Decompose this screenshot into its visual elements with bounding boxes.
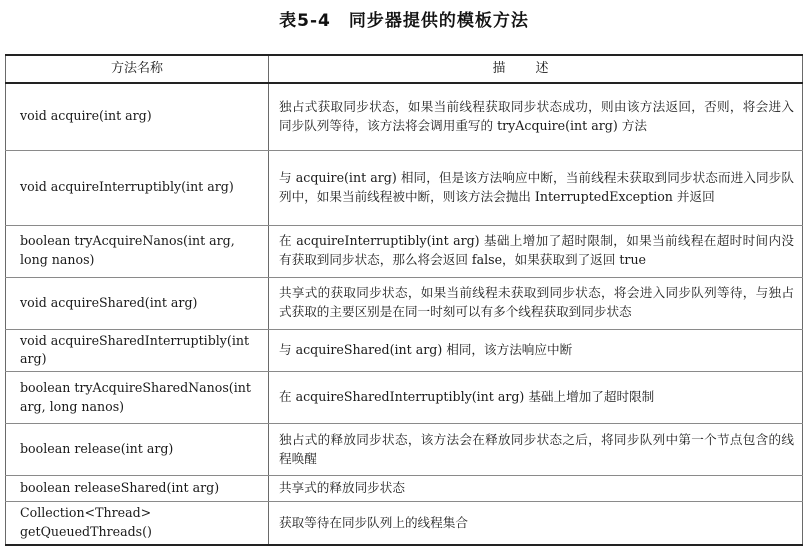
header-method-name: 方法名称 <box>6 55 269 83</box>
table-row <box>6 150 803 225</box>
header-description: 描述 <box>269 55 803 83</box>
method-description-cell: 与 acquireShared(int arg) 相同，该方法响应中断 <box>269 329 803 372</box>
method-name-cell: void acquireShared(int arg) <box>6 277 269 329</box>
method-name-cell: void acquire(int arg) <box>6 83 269 150</box>
table-row <box>6 372 803 424</box>
table-row <box>6 424 803 476</box>
table-row <box>6 329 803 372</box>
table-row <box>6 277 803 329</box>
table-row <box>6 83 803 150</box>
table-row <box>6 225 803 277</box>
method-description-cell: 共享式的获取同步状态，如果当前线程未获取到同步状态，将会进入同步队列等待，与独占式获取的主要区别是在同一时刻可以有多个线程获取到同步状态 <box>269 277 803 329</box>
method-description-cell: 与 acquire(int arg) 相同，但是该方法响应中断，当前线程未获取到同步状态而进入同步队列中，如果当前线程被中断，则该方法会抛出 InterruptedException 并返回 <box>269 150 803 225</box>
template-methods-table <box>5 54 803 546</box>
method-name-cell: boolean release(int arg) <box>6 424 269 476</box>
method-description-cell: 共享式的释放同步状态 <box>269 476 803 502</box>
method-description-cell: 独占式的释放同步状态，该方法会在释放同步状态之后，将同步队列中第一个节点包含的线程唤醒 <box>269 424 803 476</box>
method-name-cell: boolean tryAcquireSharedNanos(int arg, long nanos) <box>6 372 269 424</box>
method-name-cell: void acquireInterruptibly(int arg) <box>6 150 269 225</box>
method-name-cell: void acquireSharedInterruptibly(int arg) <box>6 329 269 372</box>
method-name-cell: boolean tryAcquireNanos(int arg, long nanos) <box>6 225 269 277</box>
method-description-cell: 在 acquireInterruptibly(int arg) 基础上增加了超时限制，如果当前线程在超时时间内没有获取到同步状态，那么将会返回 false，如果获取到了返回 true <box>269 225 803 277</box>
method-name-cell: Collection<Thread> getQueuedThreads() <box>6 502 269 545</box>
table-header-row <box>6 55 803 83</box>
method-description-cell: 获取等待在同步队列上的线程集合 <box>269 502 803 545</box>
table-title: 表5-4 同步器提供的模板方法 <box>279 11 529 31</box>
table-row <box>6 502 803 545</box>
method-description-cell: 独占式获取同步状态，如果当前线程获取同步状态成功，则由该方法返回，否则，将会进入同步队列等待，该方法将会调用重写的 tryAcquire(int arg) 方法 <box>269 83 803 150</box>
table-row <box>6 476 803 502</box>
method-name-cell: boolean releaseShared(int arg) <box>6 476 269 502</box>
method-description-cell: 在 acquireSharedInterruptibly(int arg) 基础上增加了超时限制 <box>269 372 803 424</box>
